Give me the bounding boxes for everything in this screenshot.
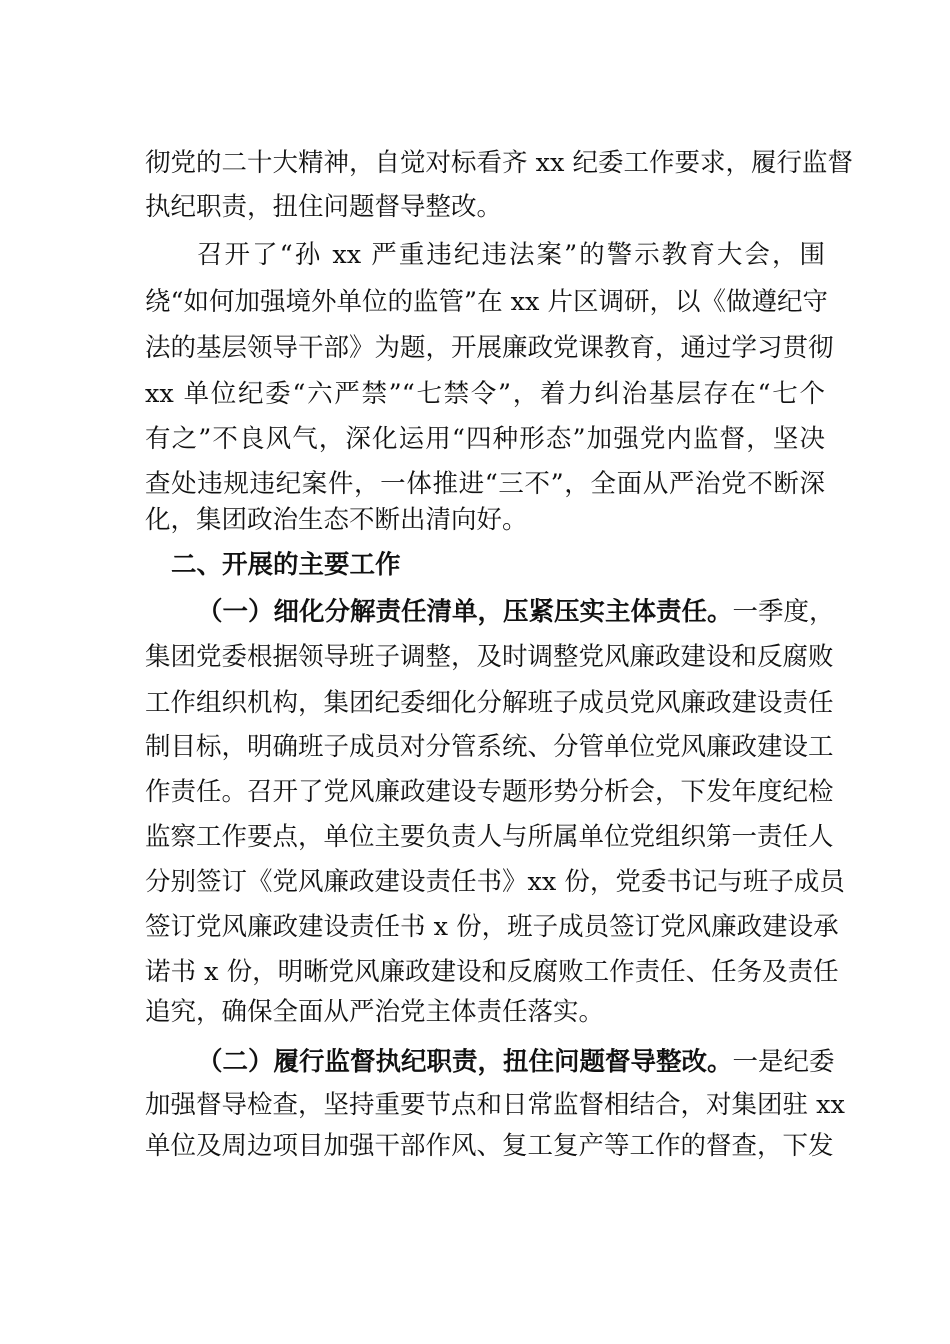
paragraph2-line-6: 查处违规违纪案件，一体推进“三不”，全面从严治党不断深: [145, 469, 825, 499]
paragraph4-line-1: [197, 1042, 835, 1082]
paragraph3-line-4: 制目标，明确班子成员对分管系统、分管单位党风廉政建设工: [145, 732, 834, 762]
paragraph3-line-10: 追究，确保全面从严治党主体责任落实。: [145, 997, 605, 1027]
paragraph2-line-2: 绕“如何加强境外单位的监管”在 xx 片区调研，以《做遵纪守: [145, 287, 829, 317]
paragraph3-line-1: [197, 592, 835, 632]
paragraph2-line-7: 化，集团政治生态不断出清向好。: [145, 505, 528, 535]
paragraph4-lead-bold: （二）履行监督执纪职责，扭住问题督导整改。: [197, 1047, 733, 1077]
paragraph1-line-1: 彻党的二十大精神，自觉对标看齐 xx 纪委工作要求，履行监督: [145, 148, 853, 178]
section-heading: 二、开展的主要工作: [171, 550, 401, 580]
paragraph3-line-9: 诺书 x 份，明晰党风廉政建设和反腐败工作责任、任务及责任: [145, 957, 839, 987]
paragraph3-lead-bold: （一）细化分解责任清单，压紧压实主体责任。: [197, 597, 733, 627]
paragraph1-line-2: 执纪职责，扭住问题督导整改。: [145, 192, 503, 222]
paragraph3-line-2: 集团党委根据领导班子调整，及时调整党风廉政建设和反腐败: [145, 642, 834, 672]
paragraph4-line-2: 加强督导检查，坚持重要节点和日常监督相结合，对集团驻 xx: [145, 1090, 845, 1120]
paragraph3-line-6: 监察工作要点，单位主要负责人与所属单位党组织第一责任人: [145, 822, 834, 852]
paragraph2-line-4: xx 单位纪委“六严禁”“七禁令”，着力纠治基层存在“七个: [145, 379, 825, 409]
paragraph2-line-5: 有之”不良风气，深化运用“四种形态”加强党内监督，坚决: [145, 424, 825, 454]
paragraph3-line-5: 作责任。召开了党风廉政建设专题形势分析会，下发年度纪检: [145, 777, 834, 807]
paragraph4-lead-rest: 一是纪委: [732, 1047, 835, 1077]
paragraph2-line-3: 法的基层领导干部》为题，开展廉政党课教育，通过学习贯彻: [145, 333, 834, 363]
paragraph3-line-3: 工作组织机构，集团纪委细化分解班子成员党风廉政建设责任: [145, 688, 834, 718]
paragraph4-line-3: 单位及周边项目加强干部作风、复工复产等工作的督查，下发: [145, 1131, 834, 1161]
paragraph2-line-1: 召开了“孙 xx 严重违纪违法案”的警示教育大会，围: [197, 240, 825, 270]
paragraph3-line-7: 分别签订《党风廉政建设责任书》xx 份，党委书记与班子成员: [145, 867, 845, 897]
paragraph3-line-8: 签订党风廉政建设责任书 x 份，班子成员签订党风廉政建设承: [145, 912, 839, 942]
paragraph3-lead-rest: 一季度，: [732, 597, 835, 627]
